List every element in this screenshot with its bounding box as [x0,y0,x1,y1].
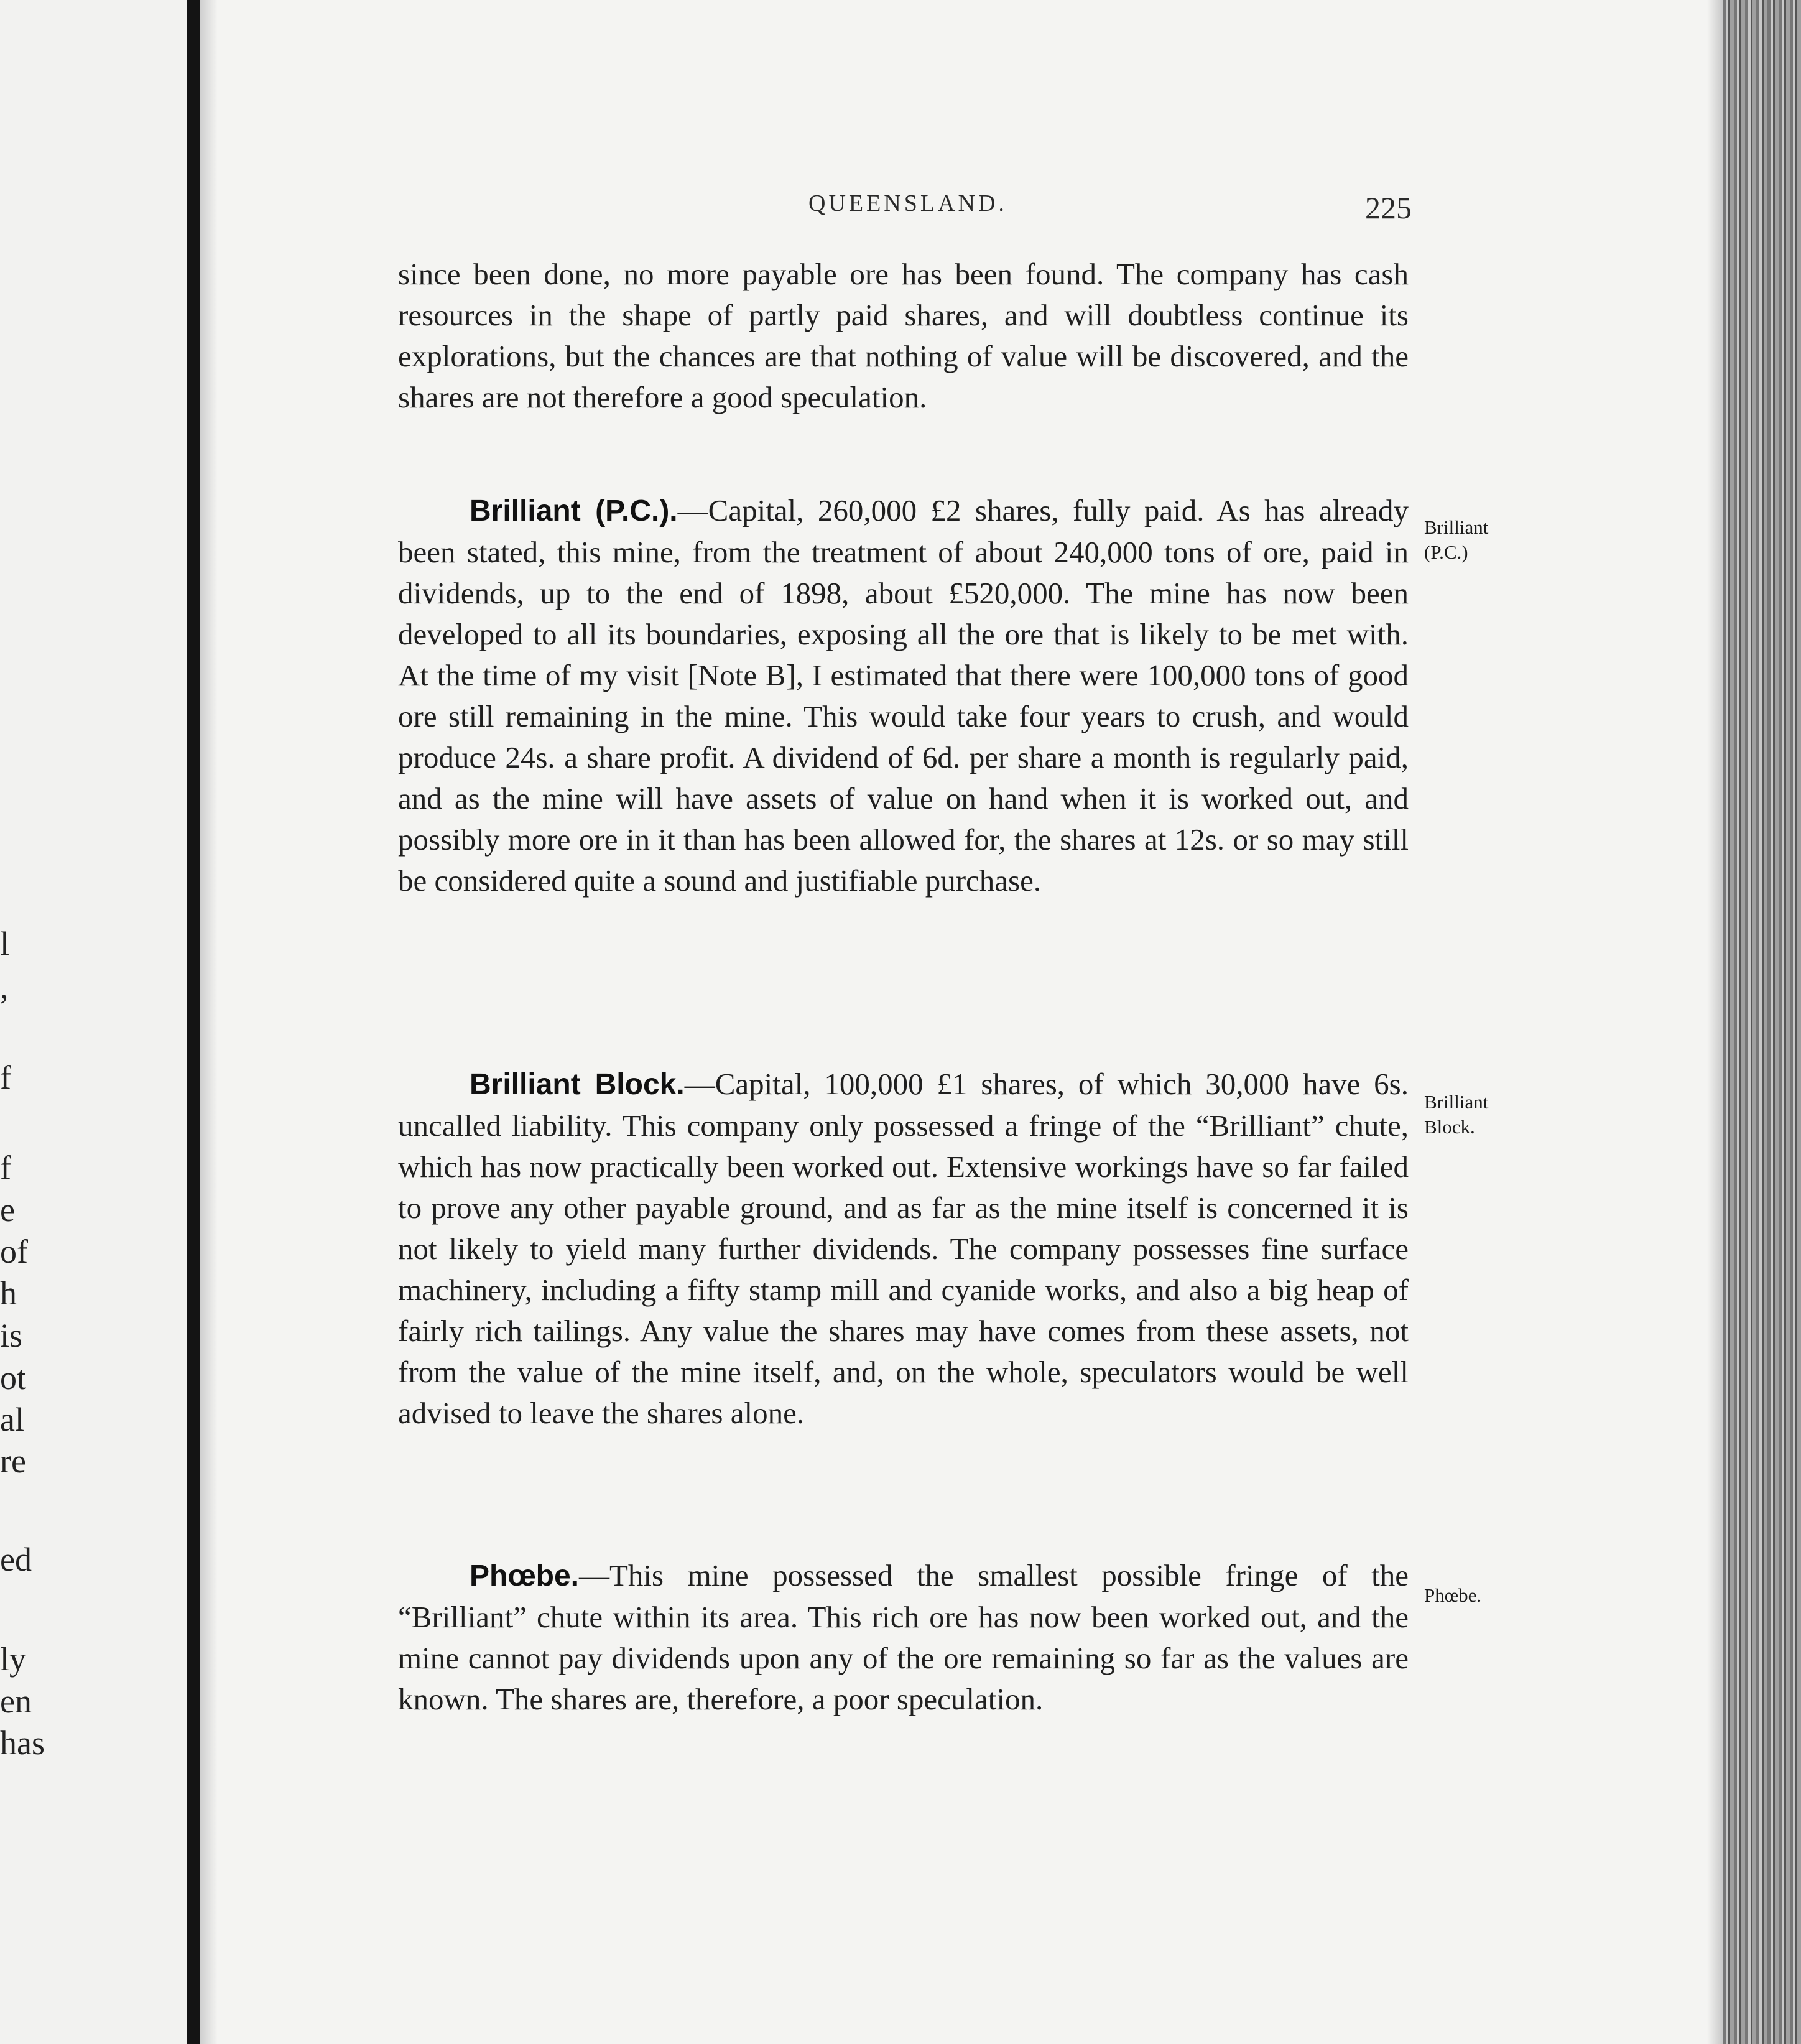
section-heading: Phœbe. [470,1559,579,1592]
section-brilliant-block [398,1064,1409,1434]
facing-page-fragment: ot [0,1359,27,1396]
margin-note-line: Phœbe. [1424,1584,1482,1606]
facing-page-fragment: al [0,1401,24,1438]
facing-page-fragment: f [0,1059,11,1096]
facing-page-fragment: ly [0,1640,27,1678]
section-text: —This mine possessed the smallest possible fringe of the “Brilliant” chute within its area. This rich ore has now been worked out, and the mine cannot pay dividends upon any of the ore remaining so far as the values are known. The shares are, therefore, a poor speculation. [398,1558,1409,1716]
margin-note-line: Brilliant [1424,516,1489,538]
facing-page-fragment: h [0,1275,17,1312]
facing-page-fragment: l [0,925,10,962]
facing-page-fragment: is [0,1317,23,1354]
margin-note-line: Brilliant [1424,1091,1489,1113]
facing-page-fragment: e [0,1191,15,1229]
facing-page-fragment: re [0,1442,26,1480]
section-heading: Brilliant Block. [470,1068,685,1101]
book-gutter [187,0,200,2044]
margin-note-phoebe [1424,1583,1530,1608]
section-heading: Brilliant (P.C.). [470,495,678,527]
facing-page-fragment: of [0,1233,28,1270]
facing-page-fragment: en [0,1683,32,1720]
paragraph-text: since been done, no more payable ore has been found. The company has cash resources in the shape of partly paid shares, and will doubtless continue its explorations, but the chances are that nothing of value will be discovered, and the shares are not therefore a good speculation. [398,257,1409,414]
facing-page-fragment: , [0,969,9,1006]
section-text: —Capital, 260,000 £2 shares, fully paid. As has already been stated, this mine, from the treatment of about 240,000 tons of ore, paid in dividends, up to the end of 1898, about £520,000. The mine has now been developed to all its boundaries, exposing all the ore that is likely to be met with. At the time of my visit [Note B], I estimated that there were 100,000 tons of good ore still remaining in the mine. This would take four years to crush, and would produce 24s. a share profit. A dividend of 6d. per share a month is regularly paid, and as the mine will have assets of value on hand when it is worked out, and possibly more ore in it than has been allowed for, the shares at 12s. or so may still be considered quite a sound and justifiable purchase. [398,493,1409,898]
margin-note-line: Block. [1424,1116,1475,1138]
section-phoebe [398,1555,1409,1720]
section-paragraph [398,1064,1409,1434]
running-title: QUEENSLAND. [808,190,1007,216]
gutter-shadow [200,0,218,2044]
page-edge-shadow [1707,0,1723,2044]
section-brilliant-pc [398,490,1409,901]
facing-page [0,0,187,2044]
margin-note-line: (P.C.) [1424,541,1468,563]
facing-page-fragment: ed [0,1541,32,1578]
page-number: 225 [1365,190,1412,225]
section-paragraph [398,490,1409,901]
margin-note-brilliant-pc [1424,515,1530,565]
section-text: —Capital, 100,000 £1 shares, of which 30,000 have 6s. uncalled liability. This company only possessed a fringe of the “Brilliant” chute, which has now practically been worked out. Extensive workings have so far failed to prove any other payable ground, and as far as the mine itself is concerned it is not likely to yield many further dividends. The company possesses fine surface machinery, including a fifty stamp mill and cyanide works, and also a big heap of fairly rich tailings. Any value the shares may have comes from these assets, not from the value of the mine itself, and, on the whole, speculators would be well advised to leave the shares alone. [398,1067,1409,1430]
continuation-paragraph [398,254,1409,418]
running-head [435,190,1412,233]
facing-page-fragment: f [0,1149,11,1186]
facing-page-fragment: has [0,1724,45,1762]
margin-note-brilliant-block [1424,1090,1530,1140]
book-page-edges [1723,0,1801,2044]
section-paragraph [398,1555,1409,1720]
